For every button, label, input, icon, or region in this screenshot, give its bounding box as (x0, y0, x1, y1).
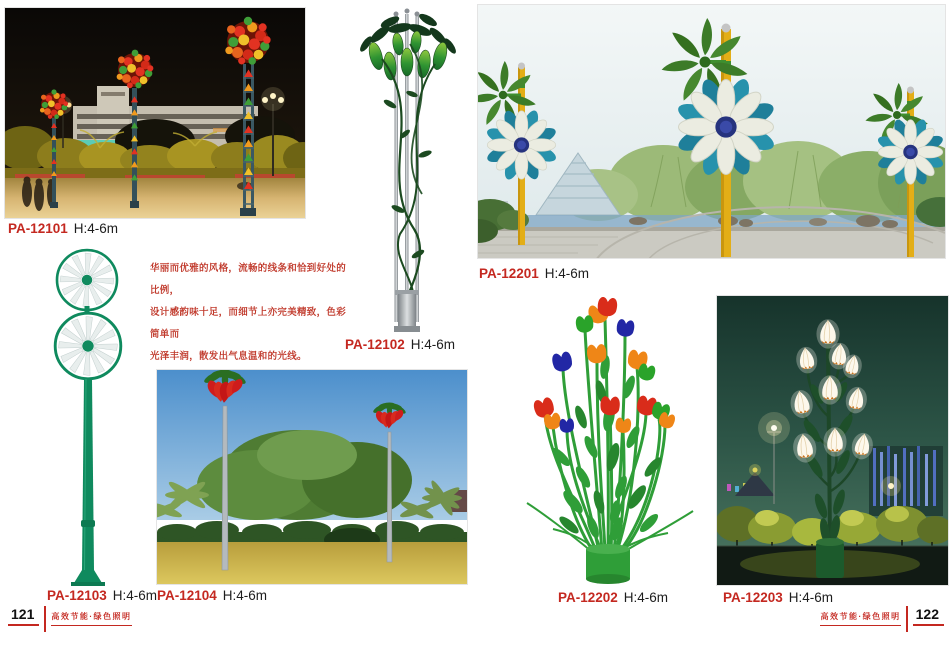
illustration-pa-12103-fan-wheel-pole (25, 248, 150, 586)
product-label-pa-12103 (47, 588, 157, 604)
fan-wheels (55, 250, 121, 379)
illustration-pa-12202-tulip-lamp (513, 297, 705, 585)
product-code: PA-12203 (723, 590, 783, 605)
product-height: H:4-6m (623, 590, 669, 605)
description-text (150, 258, 355, 368)
product-height: H:4-6m (222, 588, 268, 603)
photo-pa-12101-flower-ball-lamps (5, 8, 305, 218)
footer-right (820, 606, 944, 632)
illustration-pa-12102-fruit-pole (350, 4, 468, 336)
description-line-3: 光泽丰润，散发出气息温和的光线。 (150, 351, 307, 362)
product-code: PA-12202 (558, 590, 618, 605)
description-line-1: 华丽而优雅的风格，流畅的线条和恰到好处的比例， (150, 263, 347, 296)
product-label-pa-12102 (345, 337, 455, 353)
footer-divider (44, 606, 46, 632)
pot (586, 544, 630, 584)
page-number-right: 122 (913, 606, 944, 626)
photo-pa-12201-pinwheel-lamps (478, 5, 945, 258)
description-line-2: 设计感韵味十足，而细节上亦完美精致，色彩简单而 (150, 307, 347, 340)
footer-left (0, 606, 132, 632)
photo-pa-12104-chili-lamps (157, 370, 467, 584)
footer-divider (906, 606, 908, 632)
photo-pa-12203-magnolia-lamp (717, 296, 948, 585)
product-height: H:4-6m (544, 266, 590, 281)
product-height: H:4-6m (73, 221, 119, 236)
product-code: PA-12101 (8, 221, 68, 236)
page-number-left: 121 (8, 606, 39, 626)
pole (71, 379, 105, 586)
product-label-pa-12104 (157, 588, 267, 604)
product-label-pa-12101 (8, 221, 118, 237)
product-label-pa-12203 (723, 590, 833, 606)
product-height: H:4-6m (112, 588, 158, 603)
lawn (157, 542, 467, 584)
product-code: PA-12102 (345, 337, 405, 352)
product-code: PA-12104 (157, 588, 217, 603)
product-height: H:4-6m (788, 590, 834, 605)
product-label-pa-12202 (558, 590, 668, 606)
footer-slogan-right: 高效节能·绿色照明 (820, 606, 900, 626)
product-label-pa-12201 (479, 266, 589, 282)
product-code: PA-12201 (479, 266, 539, 281)
product-code: PA-12103 (47, 588, 107, 603)
product-height: H:4-6m (410, 337, 456, 352)
footer-slogan-left: 高效节能·绿色照明 (51, 606, 131, 626)
